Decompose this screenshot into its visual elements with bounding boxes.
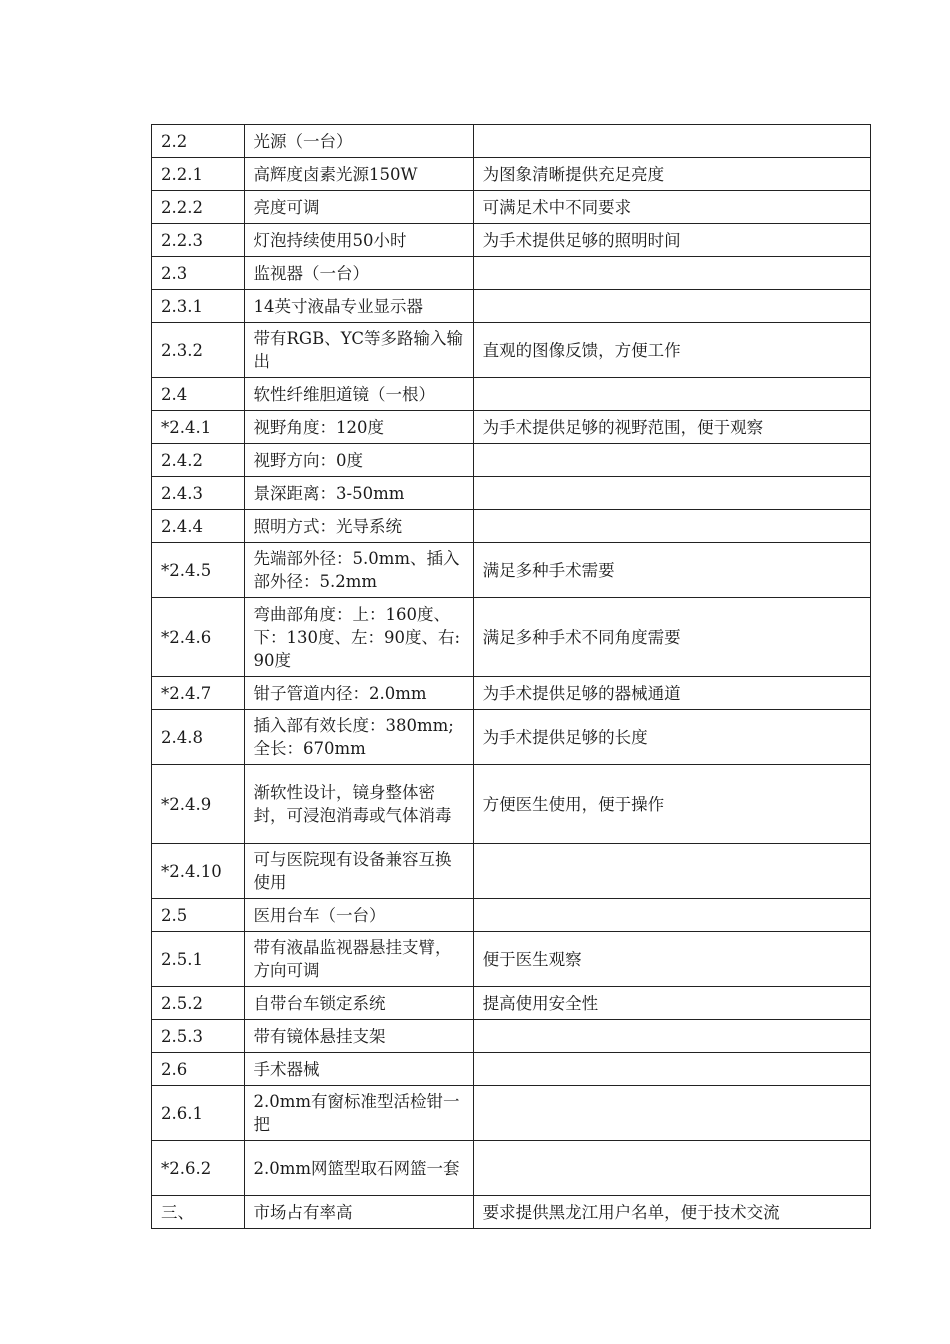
table-row [152,477,871,510]
item-note-cell [473,1020,870,1053]
table-row [152,290,871,323]
table-row [152,125,871,158]
item-description-cell: 市场占有率高 [244,1196,473,1229]
item-note-cell: 方便医生使用，便于操作 [473,765,870,844]
item-description-cell: 渐软性设计，镜身整体密封，可浸泡消毒或气体消毒 [244,765,473,844]
table-row [152,158,871,191]
item-number-cell: 2.3 [152,257,245,290]
item-description-cell: 灯泡持续使用50小时 [244,224,473,257]
item-number-cell: 2.6 [152,1053,245,1086]
item-description-cell: 视野角度：120度 [244,411,473,444]
table-row [152,257,871,290]
item-description-cell: 带有镜体悬挂支架 [244,1020,473,1053]
item-description-cell: 景深距离：3-50mm [244,477,473,510]
table-row [152,710,871,765]
item-description-cell: 医用台车（一台） [244,899,473,932]
item-number-cell: *2.4.9 [152,765,245,844]
table-row [152,765,871,844]
item-description-cell: 带有RGB、YC等多路输入输出 [244,323,473,378]
item-note-cell [473,290,870,323]
item-note-cell: 满足多种手术需要 [473,543,870,598]
item-description-cell: 亮度可调 [244,191,473,224]
item-number-cell: 三、 [152,1196,245,1229]
item-description-cell: 弯曲部角度：上：160度、下：130度、左：90度、右:90度 [244,598,473,677]
item-description-cell: 带有液晶监视器悬挂支臂，方向可调 [244,932,473,987]
item-note-cell [473,444,870,477]
item-description-cell: 自带台车锁定系统 [244,987,473,1020]
item-number-cell: 2.4.8 [152,710,245,765]
item-description-cell: 高辉度卤素光源150W [244,158,473,191]
table-row [152,191,871,224]
item-note-cell: 可满足术中不同要求 [473,191,870,224]
item-note-cell: 直观的图像反馈，方便工作 [473,323,870,378]
item-note-cell [473,510,870,543]
item-description-cell: 钳子管道内径：2.0mm [244,677,473,710]
item-number-cell: 2.5.2 [152,987,245,1020]
table-row [152,677,871,710]
item-number-cell: 2.5.1 [152,932,245,987]
item-number-cell: *2.4.5 [152,543,245,598]
item-number-cell: 2.4.2 [152,444,245,477]
item-number-cell: *2.4.6 [152,598,245,677]
table-row [152,598,871,677]
item-description-cell: 2.0mm有窗标准型活检钳一把 [244,1086,473,1141]
item-note-cell [473,1053,870,1086]
item-note-cell: 要求提供黑龙江用户名单，便于技术交流 [473,1196,870,1229]
item-note-cell [473,378,870,411]
table-row [152,1020,871,1053]
item-description-cell: 可与医院现有设备兼容互换使用 [244,844,473,899]
table-row [152,411,871,444]
item-number-cell: *2.4.1 [152,411,245,444]
item-description-cell: 2.0mm网篮型取石网篮一套 [244,1141,473,1196]
item-number-cell: 2.5.3 [152,1020,245,1053]
item-number-cell: *2.4.7 [152,677,245,710]
item-description-cell: 14英寸液晶专业显示器 [244,290,473,323]
table-row [152,1196,871,1229]
item-note-cell: 为图象清晰提供充足亮度 [473,158,870,191]
table-row [152,1053,871,1086]
item-number-cell: 2.3.2 [152,323,245,378]
item-number-cell: *2.4.10 [152,844,245,899]
table-row [152,543,871,598]
table-row [152,510,871,543]
item-number-cell: 2.6.1 [152,1086,245,1141]
item-note-cell [473,899,870,932]
item-note-cell [473,1141,870,1196]
table-row [152,378,871,411]
item-description-cell: 插入部有效长度：380mm;全长：670mm [244,710,473,765]
item-number-cell: 2.4.4 [152,510,245,543]
item-note-cell [473,844,870,899]
item-number-cell: 2.3.1 [152,290,245,323]
table-row [152,444,871,477]
item-note-cell: 为手术提供足够的长度 [473,710,870,765]
table-row [152,844,871,899]
table-row [152,987,871,1020]
item-description-cell: 手术器械 [244,1053,473,1086]
item-number-cell: 2.2 [152,125,245,158]
item-description-cell: 监视器（一台） [244,257,473,290]
item-note-cell: 为手术提供足够的照明时间 [473,224,870,257]
item-note-cell [473,125,870,158]
item-note-cell: 为手术提供足够的器械通道 [473,677,870,710]
item-note-cell [473,477,870,510]
item-description-cell: 照明方式：光导系统 [244,510,473,543]
spec-table-body [152,125,871,1229]
item-note-cell: 便于医生观察 [473,932,870,987]
table-row [152,224,871,257]
item-number-cell: 2.4 [152,378,245,411]
item-description-cell: 光源（一台） [244,125,473,158]
item-number-cell: 2.2.3 [152,224,245,257]
table-row [152,1086,871,1141]
spec-table [151,124,871,1229]
item-number-cell: 2.5 [152,899,245,932]
item-note-cell: 提高使用安全性 [473,987,870,1020]
table-row [152,323,871,378]
item-description-cell: 软性纤维胆道镜（一根） [244,378,473,411]
item-note-cell: 满足多种手术不同角度需要 [473,598,870,677]
table-row [152,899,871,932]
item-note-cell [473,257,870,290]
item-note-cell [473,1086,870,1141]
table-row [152,932,871,987]
item-number-cell: *2.6.2 [152,1141,245,1196]
table-row [152,1141,871,1196]
item-number-cell: 2.2.1 [152,158,245,191]
item-number-cell: 2.2.2 [152,191,245,224]
item-description-cell: 视野方向：0度 [244,444,473,477]
item-note-cell: 为手术提供足够的视野范围，便于观察 [473,411,870,444]
item-description-cell: 先端部外径：5.0mm、插入部外径：5.2mm [244,543,473,598]
item-number-cell: 2.4.3 [152,477,245,510]
